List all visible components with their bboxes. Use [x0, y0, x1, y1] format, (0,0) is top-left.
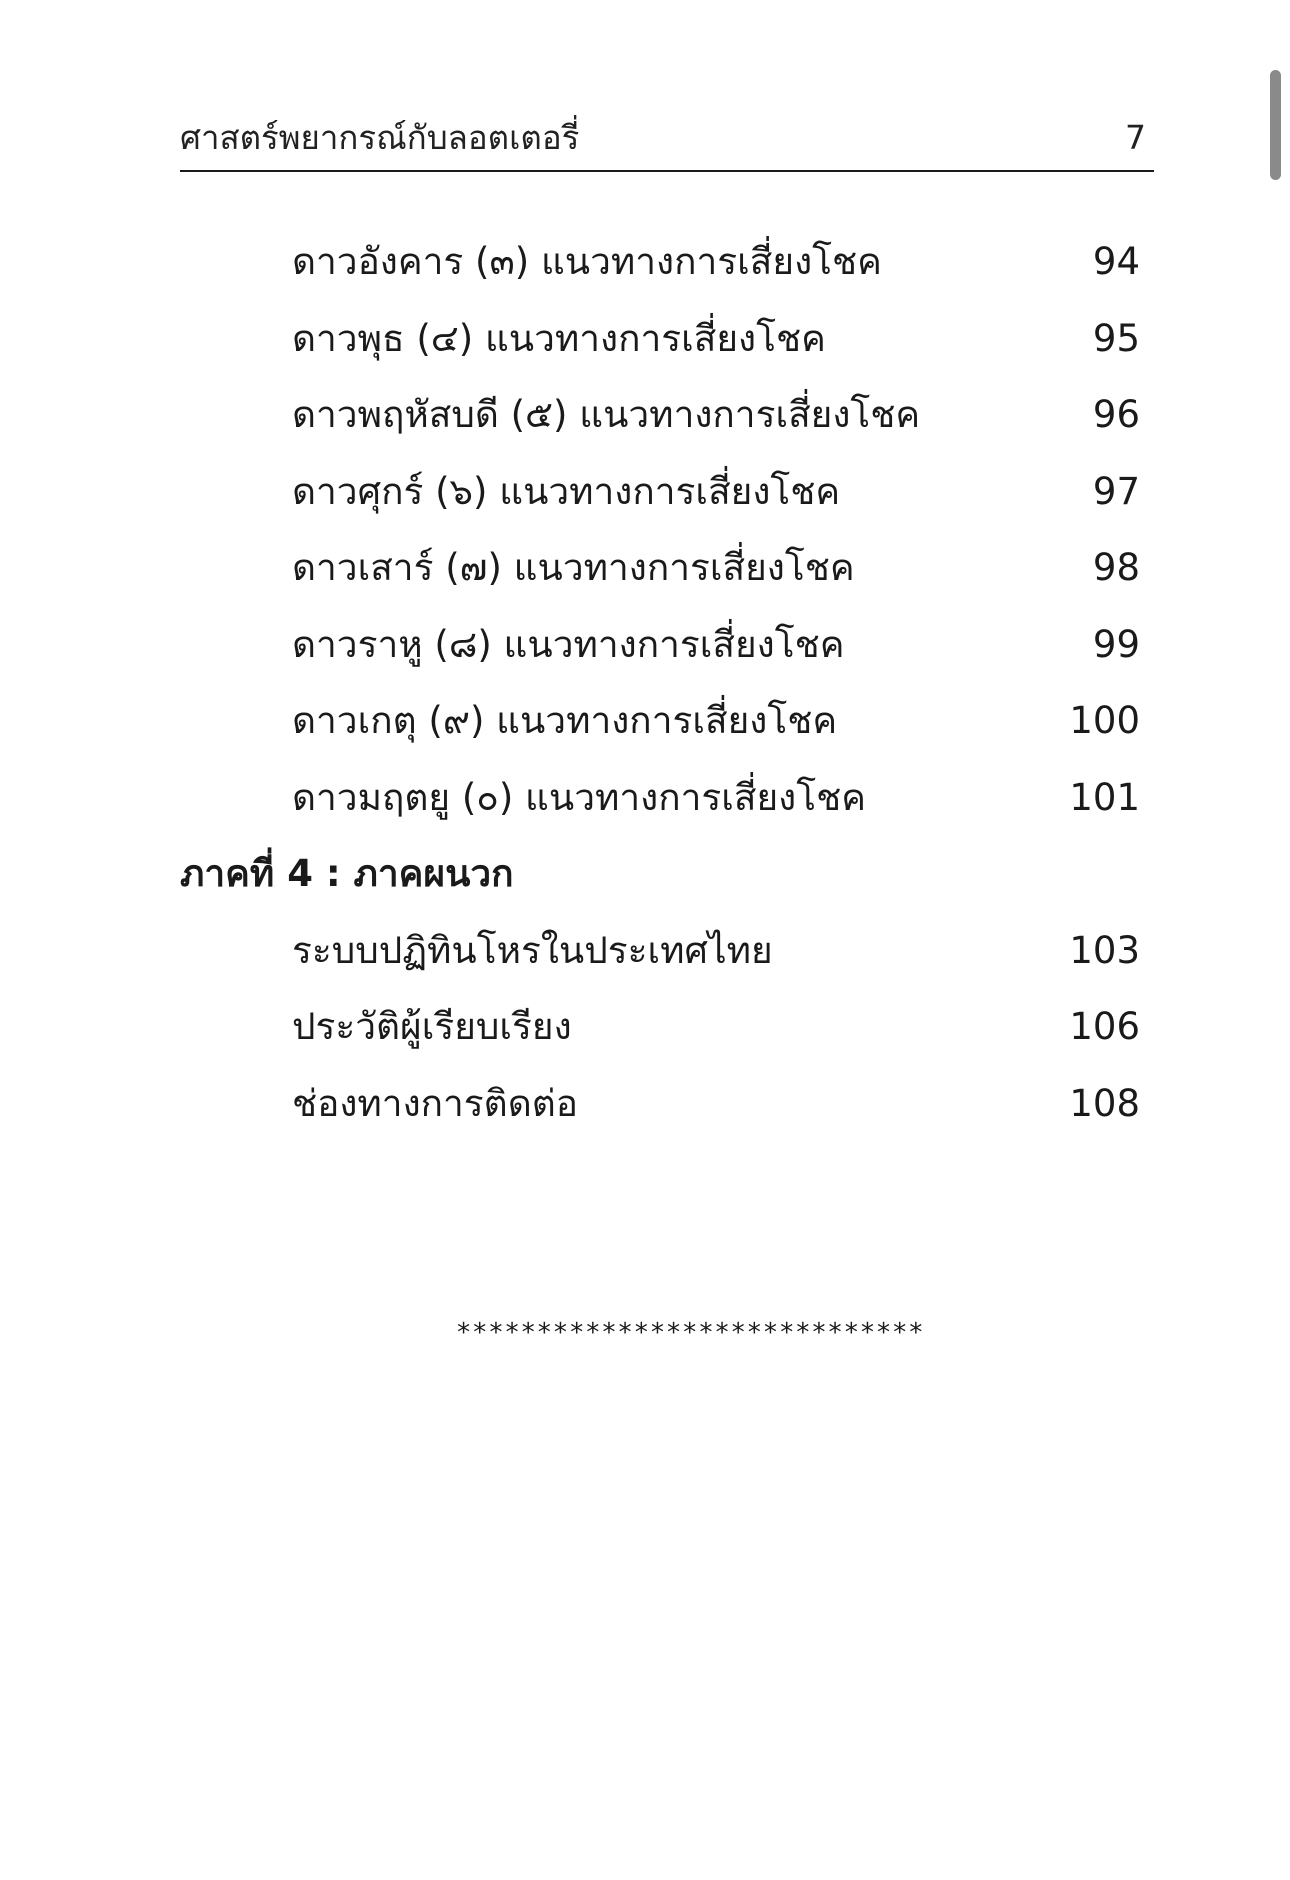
toc-entry-page: 100	[1069, 699, 1140, 742]
toc-entry-title: ดาวพุธ (๔) แนวทางการเสี่ยงโชค	[292, 316, 826, 360]
toc-entry	[0, 688, 1290, 765]
toc-entry-title: ระบบปฏิทินโหรในประเทศไทย	[292, 928, 773, 972]
toc-entry	[0, 918, 1290, 995]
toc-entry-page: 97	[1092, 469, 1140, 513]
toc-entry	[0, 1071, 1290, 1148]
toc-entry	[0, 765, 1290, 842]
toc-entry-page: 98	[1092, 546, 1140, 589]
toc-entry-title: ดาวเสาร์ (๗) แนวทางการเสี่ยงโชค	[292, 546, 855, 589]
toc-section-title: ภาคที่ 4 : ภาคผนวก	[180, 852, 514, 895]
toc-entry-title: ดาวศุกร์ (๖) แนวทางการเสี่ยงโชค	[292, 469, 841, 513]
toc-entry	[0, 994, 1290, 1071]
toc-entry-title: ดาวราหู (๘) แนวทางการเสี่ยงโชค	[292, 622, 845, 666]
toc-entry	[0, 306, 1290, 383]
toc-entry-title: ช่องทางการติดต่อ	[292, 1081, 578, 1125]
book-title: ศาสตร์พยากรณ์กับลอตเตอรี่	[180, 118, 580, 157]
toc-entry-page: 94	[1092, 240, 1140, 283]
page-number: 7	[1125, 118, 1146, 157]
toc-entry-page: 106	[1069, 1005, 1140, 1048]
toc-entry-title: ดาวพฤหัสบดี (๕) แนวทางการเสี่ยงโชค	[292, 393, 921, 436]
section-divider	[0, 1318, 1290, 1348]
toc-entry	[0, 459, 1290, 536]
toc-entry-page: 108	[1069, 1081, 1140, 1125]
toc-entry	[0, 535, 1290, 612]
toc-entry-page: 103	[1069, 928, 1140, 972]
table-of-contents	[0, 229, 1290, 1147]
toc-entry-title: ดาวมฤตยู (๐) แนวทางการเสี่ยงโชค	[292, 775, 866, 819]
toc-entry-page: 101	[1069, 775, 1140, 819]
toc-entry-title: ประวัติผู้เรียบเรียง	[292, 1005, 572, 1048]
toc-entry	[0, 382, 1290, 459]
toc-entry-page: 99	[1092, 622, 1140, 666]
toc-entry-title: ดาวอังคาร (๓) แนวทางการเสี่ยงโชค	[292, 240, 882, 283]
running-header	[180, 112, 1154, 172]
scrollbar-thumb[interactable]	[1270, 70, 1281, 180]
toc-entry-page: 96	[1092, 393, 1140, 436]
toc-section-heading	[0, 841, 1290, 918]
toc-entry	[0, 612, 1290, 689]
toc-entry-page: 95	[1092, 316, 1140, 360]
divider-stars-text: *****************************	[455, 1318, 925, 1348]
toc-entry	[0, 229, 1290, 306]
toc-entry-title: ดาวเกตุ (๙) แนวทางการเสี่ยงโชค	[292, 699, 838, 742]
